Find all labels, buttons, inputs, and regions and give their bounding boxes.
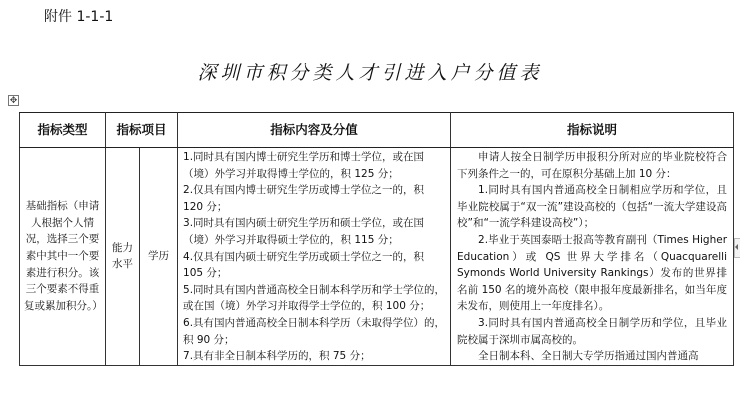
cell-item-level1: 能力水平 [106, 148, 140, 366]
header-note: 指标说明 [451, 113, 734, 148]
content-item: 6.具有国内普通高校全日制本科学历（未取得学位）的，积 90 分； [183, 316, 446, 346]
move-icon[interactable]: ✥ [9, 96, 18, 106]
note-paragraph: 全日制本科、全日制大专学历指通过国内普通高 [478, 350, 699, 363]
note-paragraph: 3.同时具有国内普通高校全日制学历和学位，且毕业院校属于深圳市属高校的。 [457, 316, 728, 346]
attachment-label: 附件 1-1-1 [44, 9, 114, 25]
cell-note [451, 148, 734, 366]
content-item: 4.仅具有国内硕士研究生学历或硕士学位之一的，积 105 分； [183, 250, 425, 280]
cell-indicator-type: 基础指标（申请人根据个人情况，选择三个要素中其中一个要素进行积分。该三个要素不得重复或累加积分。） [20, 148, 106, 366]
content-item: 2.仅具有国内博士研究生学历或博士学位之一的，积 120 分； [183, 184, 425, 213]
cell-content [178, 148, 451, 366]
note-paragraph: 申请人按全日制学历申报积分所对应的毕业院校符合下列条件之一的，可在原积分基础上加 10 分： [457, 151, 728, 180]
note-paragraph: 2.毕业于英国泰晤士报高等教育副刊（Times Higher Education）或 QS 世界大学排名（Quacquarelli Symonds World University Rankings）发布的世界排名前 150 名的境外高校（限申报年度最新排名，如当年度未发布，则使用上一年度排名）。 [457, 233, 728, 313]
table-row [20, 148, 734, 366]
table-header-row [20, 113, 734, 148]
document-title: 深圳市积分类人才引进入户分值表 [197, 62, 543, 84]
cell-item-level2: 学历 [140, 148, 178, 366]
content-item: 3.同时具有国内硕士研究生学历和硕士学位，或在国（境）外学习并取得硕士学位的，积 115 分； [183, 217, 425, 246]
header-item: 指标项目 [106, 113, 178, 148]
content-item: 7.具有非全日制本科学历的，积 75 分； [183, 350, 371, 363]
header-content: 指标内容及分值 [178, 113, 451, 148]
content-item: 1.同时具有国内博士研究生学历和博士学位，或在国（境）外学习并取得博士学位的，积 125 分； [183, 151, 425, 180]
content-item: 5.同时具有国内普通高校全日制本科学历和学士学位的，或在国（境）外学习并取得学士学位的，积 100 分； [183, 283, 446, 313]
collapse-tab-icon[interactable] [734, 238, 740, 258]
score-table [19, 112, 734, 366]
header-type: 指标类型 [20, 113, 106, 148]
note-paragraph: 1.同时具有国内普通高校全日制相应学历和学位，且毕业院校属于“双一流”建设高校的（包括“一流大学建设高校”和“一流学科建设高校”）； [457, 184, 728, 230]
